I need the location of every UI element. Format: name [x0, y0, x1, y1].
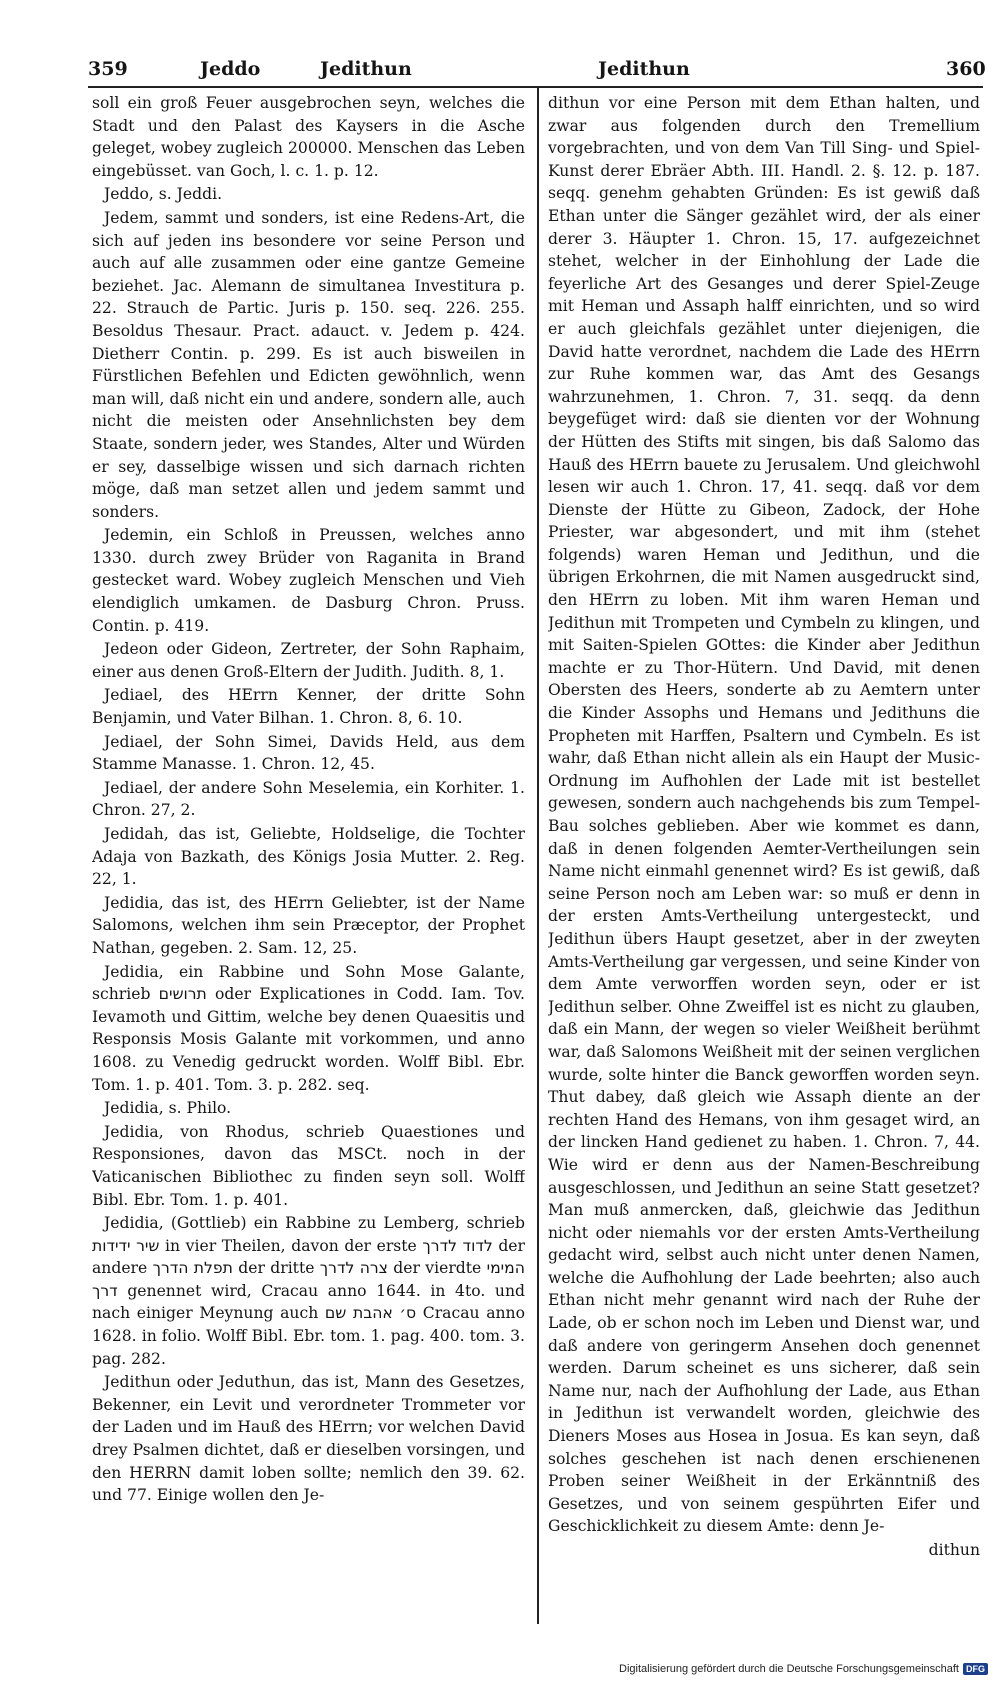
- hebrew-title: תפלת הדרך: [152, 1259, 233, 1278]
- entry-text: Cracau anno 1628. in folio. Wolff Bibl. Ebr. tom. 1. pag. 400. tom. 3. pag. 282.: [92, 1304, 525, 1368]
- column-divider: [537, 86, 539, 1624]
- entry-text: Jedidia, (Gottlieb) ein Rabbine zu Lemberg, schrieb: [104, 1214, 525, 1233]
- entry-text: genennet wird, Cracau anno 1644. in 4to. und nach einiger Meynung auch: [92, 1281, 525, 1323]
- entry-paragraph: Jedeon oder Gideon, Zertreter, der Sohn Raphaim, einer aus denen Groß-Eltern der Judith. Judith. 8, 1.: [92, 640, 525, 681]
- entry-paragraph: soll ein groß Feuer ausgebrochen seyn, welches die Stadt und den Palast des Kaysers in die Asche geleget, wobey zugleich 200000. Menschen das Leben eingebüsset. van Goch, l. c. 1. p. 12.: [92, 94, 525, 180]
- hebrew-title: לדוד לדרך: [422, 1236, 493, 1255]
- entry-paragraph: Jedem, sammt und sonders, ist eine Redens-Art, die sich auf jeden ins besondere vor seine Person und auch auf alle zusammen oder eine gantze Gemeine beziehet. Jac. Alemann de simultanea Investitura p. 22. Strauch de Partic. Juris p. 150. seq. 226. 255. Besoldus Thesaur. Pract. adauct. v. Jedem p. 424. Dietherr Contin. p. 299. Es ist auch bisweilen in Fürstlichen Befehlen und Edicten gewöhnlich, wenn man will, daß nicht ein und andere, sondern alle, auch nicht die meisten oder Ansehnlichsten bey dem Staate, sondern jeder, wes Standes, Alter und Würden er sey, dasselbige wissen und sich darnach richten möge, daß man setzet allen und jedem sammt und sonders.: [92, 208, 525, 521]
- right-column: [548, 92, 980, 1632]
- header-rule: [88, 86, 983, 88]
- hebrew-title: ס׳ אהבת שם: [324, 1304, 417, 1323]
- entry-paragraph: Jeddo, s. Jeddi.: [104, 185, 223, 204]
- entry-paragraph: [92, 961, 525, 1097]
- entry-paragraph: Jedidah, das ist, Geliebte, Holdselige, die Tochter Adaja von Bazkath, des Königs Josia Mutter. 2. Reg. 22, 1.: [92, 825, 525, 889]
- entry-paragraph: Jedidia, das ist, des HErrn Geliebter, ist der Name Salomons, welchen ihm sein Præceptor, der Prophet Nathan, gegeben. 2. Sam. 12, 25.: [92, 893, 525, 957]
- hebrew-title: צרה לדרך: [319, 1259, 388, 1278]
- entry-paragraph: Jediael, des HErrn Kenner, der dritte Sohn Benjamin, und Vater Bilhan. 1. Chron. 8, 6. 10.: [92, 686, 525, 728]
- catchword-left: Jeddo: [200, 58, 261, 80]
- entry-paragraph: [92, 1212, 525, 1370]
- entry-text: Jedidia, ein Rabbine und Sohn Mose Galante, schrieb: [92, 962, 525, 1004]
- footer-text: Digitalisierung gefördert durch die Deutsche Forschungsgemeinschaft: [619, 1663, 959, 1675]
- entry-paragraph: Jedemin, ein Schloß in Preussen, welches anno 1330. durch zwey Brüder von Raganita in Brand gestecket ward. Wobey zugleich Menschen und Vieh elendiglich umkamen. de Dasburg Chron. Pruss. Contin. p. 419.: [92, 526, 525, 635]
- entry-paragraph: Jediael, der Sohn Simei, Davids Held, aus dem Stamme Manasse. 1. Chron. 12, 45.: [92, 732, 525, 774]
- page-number-left: 359: [88, 58, 128, 80]
- entry-text: der dritte: [238, 1259, 315, 1278]
- dfg-logo-icon: DFG: [963, 1663, 988, 1675]
- entry-text: der vierdte: [393, 1259, 482, 1278]
- left-column: [92, 92, 525, 1632]
- entry-text: der andere: [92, 1236, 525, 1278]
- entry-paragraph: dithun vor eine Person mit dem Ethan halten, und zwar aus folgenden durch den Tremellium vorgebrachten, und von dem Van Till Sing- und Spiel-Kunst derer Ebräer Abth. III. Handl. 2. §. 12. p. 187. seqq. genehm gehabten Gründen: Es ist gewiß daß Ethan unter die Sänger gezählet wird, der als einer derer 3. Häupter 1. Chron. 15, 17. aufgezeichnet stehet, welcher in der Einhohlung der Lade die feyerliche Art des Gesanges und derer Spiel-Zeuge mit Heman und Assaph halff einrichten, und so wird er auch gleichfals gezählet unter diejenigen, die David hatte verordnet, nachdem die Lade des HErrn zur Ruhe kommen war, das Amt des Gesangs wahrzunehmen, 1. Chron. 7, 31. seqq. da denn beygefüget wird: daß sie dienten vor der Wohnung der Hütten des Stifts mit singen, bis daß Salomo das Hauß des HErrn bauete zu Jerusalem. Und gleichwohl lesen wir auch 1. Chron. 17, 41. seqq. daß vor dem Dienste der Hütte zu Gibeon, Zadock, der Hohe Priester, war abgesondert, und mit ihm (stehet folgends) waren Heman und Jedithun, und die übrigen Erkohrnen, die mit Namen ausgedruckt sind, den HErrn zu loben. Mit ihm waren Heman und Jedithun mit Trompeten und Cymbeln zu klingen, und mit Saiten-Spielen GOttes: die Kinder aber Jedithun machte er zu Thor-Hütern. Und David, mit denen Obersten des Heers, sonderte ab zu Aemtern unter die Kinder Assophs und Hemans und Jedithuns die Propheten mit Harffen, Psaltern und Cymbeln. Es ist wahr, daß Ethan nicht allein als ein Haupt der Music-Ordnung im Aufhohlen der Lade mit ist bestellet gewesen, sondern auch nachgehends bis zum Tempel-Bau solches geblieben. Aber wie kommet es dann, daß in denen folgenden Aemter-Vertheilungen sein Name nicht einmahl genennet wird? Es ist gewiß, daß seine Person noch am Leben war: so muß er denn in der ersten Amts-Vertheilung untergesteckt, und Jedithun übers Haupt gesetzet, aber in der zweyten Amts-Vertheilung gar vergessen, und seine Kinder von dem Amte verworffen worden seyn, oder er ist Jedithun selber. Ohne Zweiffel ist es nicht zu glauben, daß ein Mann, der wegen so vieler Weißheit berühmt war, daß Salomons Weißheit mit der seinen verglichen wurde, solte hinter die Banck geworffen worden seyn. Thut dabey, daß gleich wie Assaph diente an der rechten Hand des Hemans, von ihm gesaget wird, an der lincken Hand gedienet zu haben. 1. Chron. 7, 44. Wie wird er denn aus der Namen-Beschreibung ausgeschlossen, und Jedithun an seine Statt gesetzet? Man muß anmercken, daß, gleichwie das Jedithun nicht oder niemahls vor der ersten Amts-Vertheilung gedacht wird, selbst auch nicht unter denen Namen, welche die Aufhohlung der Lade beehrten; also auch Ethan nicht mehr genannt wird nach der Ruhe der Lade, ob er schon noch im Leben und Dienst war, und daß andere von geringerm Ansehen doch genennet werden. Darum scheinet es uns sicherer, daß sein Name nur, nach der Aufhohlung der Lade, aus Ethan in Jedithun ist verwandelt worden, gleichwie des Dieners Moses aus Hosea in Josua. Es kan seyn, daß solches geschehen ist nach denen erschienenen Proben seiner Weißheit in der Erkänntniß des Gesetzes, und von seinem gespührten Eifer und Geschicklichkeit zu diesem Amte: denn Je-: [548, 94, 980, 1536]
- catchword-bottom: dithun: [928, 1541, 980, 1559]
- hebrew-title: תרושים: [158, 985, 207, 1004]
- entry-paragraph: Jedidia, von Rhodus, schrieb Quaestiones und Responsiones, davon das MSCt. noch in der Vaticanischen Bibliothec zu finden seyn soll. Wolff Bibl. Ebr. Tom. 1. p. 401.: [92, 1122, 525, 1209]
- hebrew-title: המימי דרך: [92, 1259, 525, 1300]
- entry-paragraph: Jedidia, s. Philo.: [104, 1099, 232, 1118]
- entry-paragraph: Jedithun oder Jeduthun, das ist, Mann des Gesetzes, Bekenner, ein Levit und verordneter Trommeter vor der Laden und im Hauß des HErrn; vor welchen David drey Psalmen dichtet, daß er dieselben vorsingen, und den HERRN damit loben sollte; nemlich den 39. 62. und 77. Einige wollen den Je-: [92, 1373, 525, 1505]
- digitization-footer: [619, 1663, 988, 1675]
- running-header: [88, 58, 986, 84]
- entry-text: oder Explicationes in Codd. Iam. Tov. Ievamoth und Gittim, welche bey denen Quaesitis und Responsis Mosis Galante mit vorkommen, und anno 1608. zu Venedig gedruckt worden. Wolff Bibl. Ebr. Tom. 1. p. 401. Tom. 3. p. 282. seq.: [92, 985, 525, 1094]
- entry-text: in vier Theilen, davon der erste: [165, 1236, 417, 1255]
- hebrew-title: שיר ידידות: [92, 1236, 160, 1255]
- catchword-right: Jedithun: [598, 58, 690, 80]
- page-number-right: 360: [946, 58, 986, 80]
- entry-paragraph: Jediael, der andere Sohn Meselemia, ein Korhiter. 1. Chron. 27, 2.: [92, 778, 525, 820]
- catchword-center: Jedithun: [320, 58, 412, 80]
